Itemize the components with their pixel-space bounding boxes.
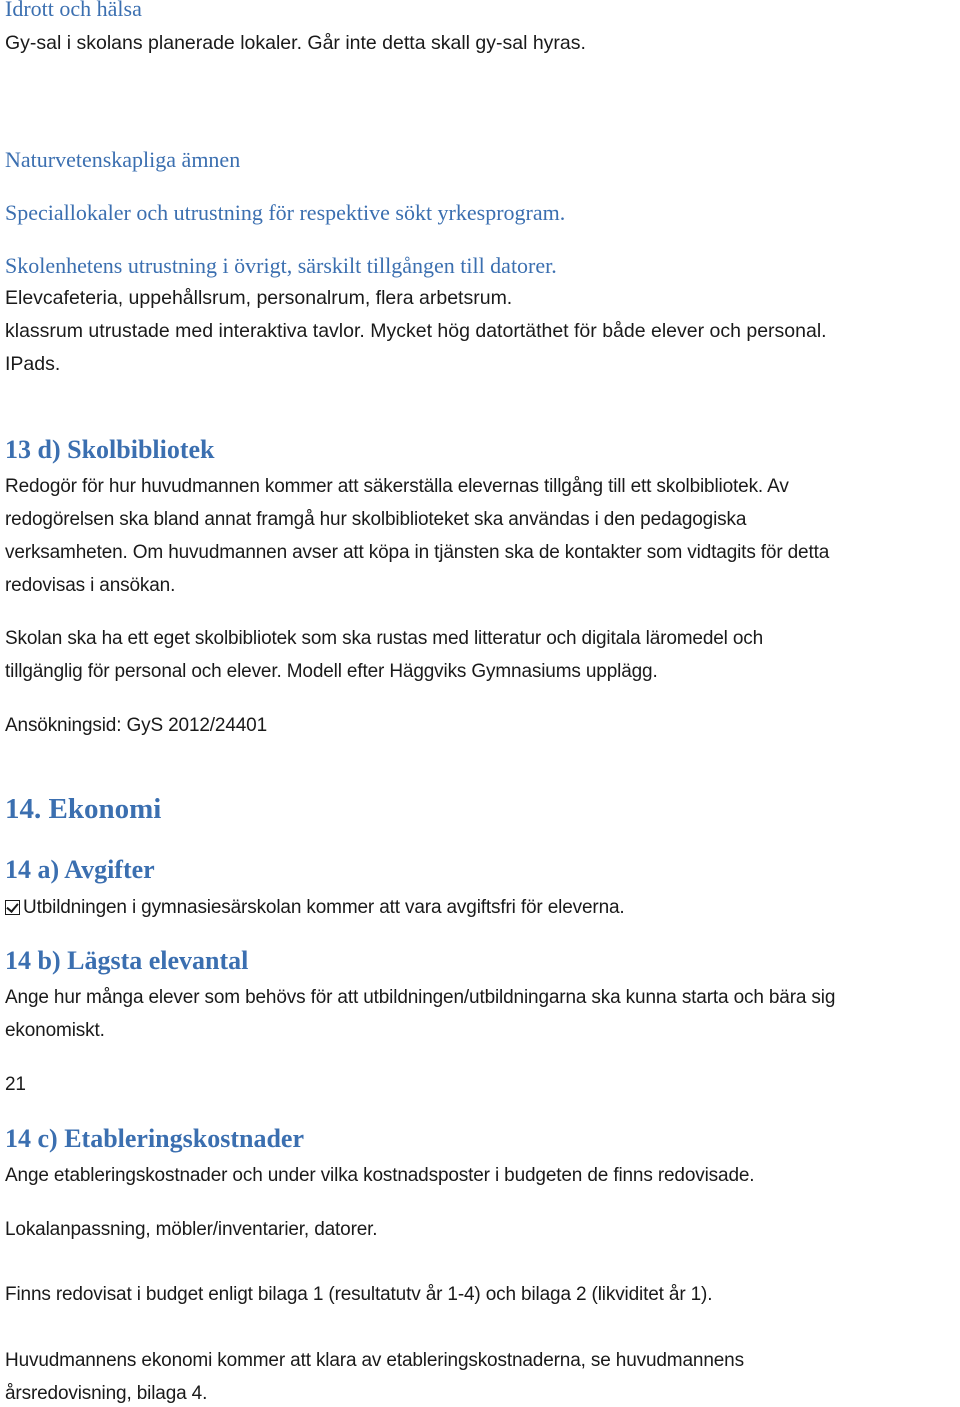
idrott-heading: Idrott och hälsa — [5, 0, 142, 21]
etablering-answer-line-2: Finns redovisat i budget enligt bilaga 1 (resultatutv år 1-4) och bilaga 2 (likviditet år 1). — [5, 1284, 713, 1305]
skolenhet-heading: Skolenhetens utrustning i övrigt, särskilt tillgången till datorer. — [5, 253, 557, 278]
elevantal-instruction-line-2: ekonomiskt. — [5, 1020, 105, 1041]
etablering-answer-line-4: årsredovisning, bilaga 4. — [5, 1383, 208, 1404]
etablering-answer-line-1: Lokalanpassning, möbler/inventarier, datorer. — [5, 1219, 378, 1240]
ansokningsid: Ansökningsid: GyS 2012/24401 — [5, 715, 267, 736]
checked-checkbox-icon[interactable] — [5, 900, 20, 915]
skolbibliotek-answer-line-2: tillgänglig för personal och elever. Modell efter Häggviks Gymnasiums upplägg. — [5, 661, 658, 682]
equipment-line-3: IPads. — [5, 353, 61, 375]
avgifter-row — [5, 897, 625, 919]
skolbibliotek-instruction-line-3: verksamheten. Om huvudmannen avser att köpa in tjänsten ska de kontakter som vidtagits för detta — [5, 542, 830, 563]
speciallokaler-heading: Speciallokaler och utrustning för respektive sökt yrkesprogram. — [5, 200, 566, 225]
elevantal-value: 21 — [5, 1074, 26, 1095]
etablering-answer-line-3: Huvudmannens ekonomi kommer att klara av etableringskostnaderna, se huvudmannens — [5, 1350, 744, 1371]
etablering-heading: 14 c) Etableringskostnader — [5, 1124, 304, 1153]
ekonomi-heading: 14. Ekonomi — [5, 793, 162, 825]
skolbibliotek-instruction-line-2: redogörelsen ska bland annat framgå hur skolbiblioteket ska användas i den pedagogiska — [5, 509, 747, 530]
elevantal-instruction-line-1: Ange hur många elever som behövs för att utbildningen/utbildningarna ska kunna starta och bära sig — [5, 987, 836, 1008]
equipment-line-2: klassrum utrustade med interaktiva tavlor. Mycket hög datortäthet för både elever och personal. — [5, 320, 827, 342]
idrott-text: Gy-sal i skolans planerade lokaler. Går inte detta skall gy-sal hyras. — [5, 32, 586, 54]
skolbibliotek-instruction-line-1: Redogör för hur huvudmannen kommer att säkerställa elevernas tillgång till ett skolbibliotek. Av — [5, 476, 789, 497]
skolbibliotek-heading: 13 d) Skolbibliotek — [5, 435, 215, 464]
avgifter-heading: 14 a) Avgifter — [5, 855, 155, 884]
equipment-line-1: Elevcafeteria, uppehållsrum, personalrum, flera arbetsrum. — [5, 287, 513, 309]
skolbibliotek-instruction-line-4: redovisas i ansökan. — [5, 575, 176, 596]
avgifter-text: Utbildningen i gymnasiesärskolan kommer att vara avgiftsfri för eleverna. — [23, 897, 625, 918]
naturvetenskap-heading: Naturvetenskapliga ämnen — [5, 147, 241, 172]
etablering-instruction: Ange etableringskostnader och under vilka kostnadsposter i budgeten de finns redovisade. — [5, 1165, 755, 1186]
elevantal-heading: 14 b) Lägsta elevantal — [5, 946, 249, 975]
skolbibliotek-answer-line-1: Skolan ska ha ett eget skolbibliotek som ska rustas med litteratur och digitala läromedel och — [5, 628, 764, 649]
